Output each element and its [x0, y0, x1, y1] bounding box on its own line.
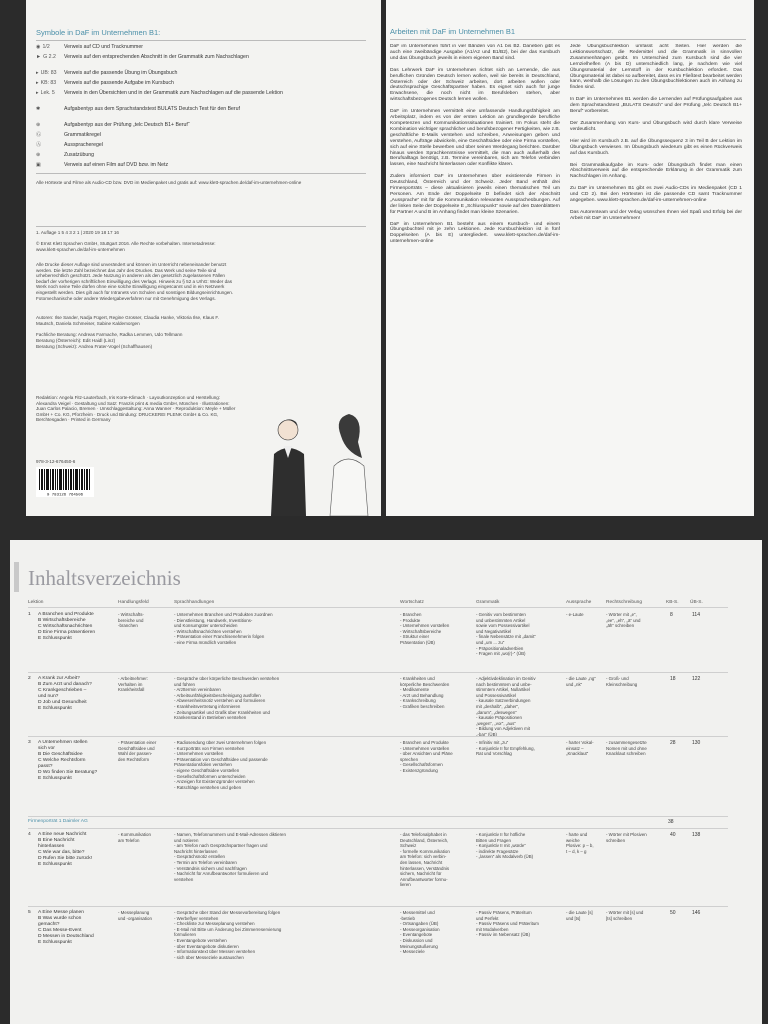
header-kb: KB-S.	[666, 600, 679, 605]
symbol-text: Verweis auf den entsprechenden Abschnitt in der Grammatik zum Nachschlagen	[64, 54, 249, 60]
intro-paragraph: Hier wird im Kursbuch z.B. auf die Übungssequenz 3 im Teil B der Lektion im Übungsbuch verwiesen. Im Übungsbuch wiederum gibt es einen Rückverweis auf das Kursbuch.	[570, 138, 742, 156]
fachliche-beratung: Fachliche Beratung: Andreas Farmache, Radka Lemmen, Udo Tellmann	[36, 332, 183, 337]
lesson-rechtschreibung: - Wörter mit „e“, „ee“, „eh“, „ä“ und „äh“ schreiben	[606, 612, 641, 629]
divider	[36, 173, 366, 174]
firmenportraet-label: Firmenporträt 1 Daimler AG	[28, 819, 88, 824]
copyright: © Ernst Klett Sprachen GmbH, Stuttgart 2016. Alle Rechte vorbehalten. Internetadresse: www.klett-sprachen.de/daf-im-unternehmen	[36, 241, 216, 252]
symbol-row	[36, 162, 366, 168]
link-icon: ▸ Lek. 5	[36, 90, 55, 96]
lesson-grammatik: - Adjektivdeklination im Genitiv nach bestimmtem und unbe- stimmtem Artikel, Nullartikel und Possessivartikel - kausale Satzverbindungen mit „deshalb“, „daher“, „darum“, „deswegen“ - kausale Präpositionen „wegen“, „vor“, „aus“ - Bildung von Adjektiven mit „-bar“ (ÜB)	[476, 676, 536, 737]
symbol-text: Verweis in den Übersichten und in der Grammatik zum Nachschlagen auf die passende Lektion	[64, 90, 283, 96]
symbol-code: G 2.2	[43, 54, 56, 60]
row-divider	[28, 672, 728, 673]
symbol-row	[36, 70, 366, 76]
symbol-text: Verweis auf die passende Übung im Übungsbuch	[64, 70, 178, 76]
symbol-row	[36, 152, 366, 158]
barcode-icon	[36, 467, 94, 497]
divider	[36, 226, 366, 227]
lesson-parts: A Krank zur Arbeit? B Zum Arzt und danach? C Krankgeschrieben – und nun? D Job und Gesundheit E Schlusspunkt	[38, 676, 92, 711]
symbol-text: Aufgabentyp aus dem Sprachstandstest BULATS Deutsch Test für den Beruf	[64, 106, 240, 112]
authors: Autoren: Ilse Sander, Nadja Fügert, Regine Grosser, Claudia Hanke, Viktoria Ilse, Klaus F. Mautsch, Daniela Schmeiser, Sabine Kaldemorgen	[36, 315, 219, 326]
symbol-code: 1/2	[42, 44, 50, 50]
row-divider	[28, 906, 728, 907]
lesson-number: 4	[28, 832, 31, 837]
lesson-handlungsfeld: - Wirtschafts- bereiche und -branchen	[118, 612, 144, 629]
intro-paragraph: Das Lehrwerk DaF im Unternehmen richtet sich an Lernende, die aus beruflichen Gründen Deutsch lernen wollen, weil sie bereits in Deutschland, Österreich oder der Schweiz arbeiten, dort arbeiten wollen oder deutschsprachige Geschäftspartner haben. Es eignet sich auch für junge Erwachsene, die noch nicht im Berufsleben stehen, aber wirtschaftsbezogenes Deutsch lernen wollen.	[390, 67, 560, 103]
symbols-heading: Symbole in DaF im Unternehmen B1:	[36, 28, 366, 41]
intro-paragraph: In DaF im Unternehmen B1 werden die Lernenden auf Prüfungsaufgaben aus dem Sprachstandstest „BULATS Deutsch“ und der Prüfung „telc Deutsch B1+ Beruf“ vorbereitet.	[570, 97, 742, 115]
lesson-rechtschreibung: - Wörter mit [s] und [ts] schreiben	[606, 910, 644, 921]
symbol-row	[36, 44, 366, 50]
intro-paragraph: DaF im Unternehmen B1 besteht aus einem Kursbuch- und einem Übungsbuchteil mit je zehn Lektionen. Jede Kursbuchlektion ist in fünf Doppelseiten (A bis E) untergliedert. www.klett-sprachen.de/daf-im-unternehmen-online	[390, 221, 560, 245]
lesson-parts: A Eine Messe planen B Was wurde schon gemacht? C Das Messe-Event D Messen in Deutschland E Schlusspunkt	[38, 910, 94, 945]
lesson-grammatik: - Genitiv vom bestimmten und unbestimmten Artikel sowie vom Possessivartikel und Negativartikel - finale Nebensätze mit „damit“ und „um ... zu“ - Präpositionaladverbien - Fragen mit „wo(r)-“ (ÜB)	[476, 612, 536, 657]
lesson-parts: A Unternehmen stellen sich vor B Die Geschäftsidee C Welche Rechtsform passt? D Wo finden Sie Beratung? E Schlusspunkt	[38, 740, 98, 781]
lesson-wortschatz: - Branchen - Produkte - Unternehmen vorstellen - Wirtschaftsbereiche - Struktur einer Präsentation (ÜB)	[400, 612, 450, 645]
lesson-wortschatz: - Messemittel und -betrieb - Ortsangaben (ÜB) - Messeorganisation - Eventangebote - Diskussion und Meinungsäußerung - Messeziele	[400, 910, 440, 955]
intro-paragraph: DaF im Unternehmen vermittelt eine umfassende Handlungsfähigkeit am Arbeitsplatz, indem es von der ersten Lektion an grundlegende berufliche Kompetenzen und Kommunikationssituationen trainiert. Im Fokus steht die Kombination wichtiger sprachlicher und berufsbezogener Fertigkeiten, wie z.B. geschäftliche E-Mails verstehen und schreiben, Anweisungen geben und verstehen, Aufträge abwickeln, eine Geschäftsidee oder eine Firma vorstellen, sich auf eine Stelle bewerben und über seinen Werdegang berichten. Darüber hinaus werden Sprachkenntnisse vermittelt, die man auch außerhalb des Berufsalltags benötigt, z.B. Termine vereinbaren, sich am Telefon verbinden lassen, eine Nachricht hinterlassen oder Konflikte klären.	[390, 109, 560, 168]
lesson-aussprache: - die Laute [s] und [ts]	[566, 910, 593, 921]
symbol-code: KB: 83	[40, 80, 57, 86]
lesson-sprachhandlungen: - Gespräche über körperliche Beschwerden verstehen und führen - Arzttermin vereinbaren - Arbeitsunfähigkeitsbescheinigung ausfüllen - Abwesenheitsnotiz verstehen und formulieren - Krankheitsvertretung informieren - Zeitungsartikel und Grafik über Krankheiten und Krankenstand in Betrieben verstehen	[174, 676, 280, 721]
symbol-text: Verweis auf einen Film auf DVD bzw. im Netz	[64, 162, 169, 168]
beratung-ch: Beratung (Schweiz): Andrea Frater-Vogel (Schaffhausen)	[36, 344, 153, 349]
symbol-row	[36, 142, 366, 148]
lesson-kb-page: 28	[670, 740, 676, 746]
credits: Redaktion: Angela Fitz-Lauterbach, Iris Korte-Klimach · Layoutkonzeption und Herstellung: Alexandra Veigel · Gestaltung und Satz: Franzis print & media GmbH, München · Illustrationen: Juan Carlos Palacio, Bremen · Umschlaggestaltung: Anna Wanner · Reproduktion: Meyle + Müller GmbH + Co. KG, Pforzheim · Druck und Bindung: DRUCKEREI PLENK GmbH & Co. KG, Berchtesgaden · Printed in Germany	[36, 395, 236, 423]
header-sprachhandlungen: Sprachhandlungen	[174, 600, 215, 605]
beratung-at: Beratung (Österreich): Edit Haidl (Linz)	[36, 338, 116, 343]
intro-paragraph: Der Zusammenhang von Kurs- und Übungsbuch wird durch klare Verweise verdeutlicht.	[570, 120, 742, 132]
lesson-handlungsfeld: - Arbeitnehmer: Verhalten im Krankheitsfall	[118, 676, 149, 693]
lesson-ub-page: 146	[692, 910, 701, 916]
lesson-rechtschreibung: - Groß- und Kleinschreibung	[606, 676, 638, 687]
lesson-aussprache: - die Laute „ng“ und „nk“	[566, 676, 596, 687]
lesson-number: 5	[28, 910, 31, 915]
lesson-number: 3	[28, 740, 31, 745]
ref-icon: ► G 2.2	[36, 54, 56, 60]
header-aussprache: Aussprache	[566, 600, 592, 605]
lesson-kb-page: 40	[670, 832, 676, 838]
intro-heading: Arbeiten mit DaF im Unternehmen B1	[390, 27, 746, 40]
people-illustration	[246, 396, 376, 516]
intro-paragraph: Das Autorenteam und der Verlag wünschen Ihnen viel Spaß und Erfolg bei der Arbeit mit DaF im Unternehmen!	[570, 209, 742, 221]
intro-column-left	[390, 44, 560, 510]
lesson-wortschatz: - das Telefonalphabet in Deutschland, Österreich, Schweiz - formelle Kommunikation am Telefon: sich verbin- den lassen, Nachricht hinterlassen, Verständnis sichern, Nachricht für Anrufbeantworter formu- lieren	[400, 832, 450, 888]
g-icon: Ⓖ	[36, 132, 42, 138]
intro-page	[386, 0, 754, 516]
symbol-row	[36, 90, 366, 96]
lesson-aussprache: - harte und weiche Plosive: p – b, t – d, k – g	[566, 832, 594, 854]
rights-text: Alle Drucke dieser Auflage sind unverändert und können im Unterricht nebeneinander benutzt werden. Die letzte Zahl bezeichnet das Jahr des Druckes. Das Werk und seine Teile sind urheberrechtlich geschützt. Jede Nutzung in anderen als den gesetzlich zugelassenen Fällen bedarf der vorherigen schriftlichen Einwilligung des Verlags. Hinweis zu § 52 a UrhG: Weder das Werk noch seine Teile dürfen ohne eine solche Einwilligung eingescannt und in ein Netzwerk eingestellt werden. Dies gilt auch für Intranets von Schulen und sonstigen Bildungseinrichtungen. Fotomechanische oder andere Wiedergabeverfahren nur mit Genehmigung des Verlags.	[36, 262, 234, 301]
lesson-kb-page: 8	[670, 612, 673, 618]
lesson-wortschatz: - Krankheiten und körperliche Beschwerden - Medikamente - Arzt und Behandlung - Krankschreibung - Grafiken beschreiben	[400, 676, 450, 709]
lesson-number: 2	[28, 676, 31, 681]
header-rule	[28, 607, 728, 608]
lesson-kb-page: 50	[670, 910, 676, 916]
lesson-handlungsfeld: - Präsentation einer Geschäftsidee und Wahl der passen- den Rechtsform	[118, 740, 157, 762]
isbn: 978-3-12-676450-6	[36, 459, 76, 464]
lesson-parts: A Branchen und Produkte B Wirtschaftsbereiche C Wirtschaftsnachrichten D Eine Firma präsentieren E Schlusspunkt	[38, 612, 96, 641]
intro-paragraph: Bei Grammatikaufgabe im Kurs- oder Übungsbuch findet man einen Abschnittsverweis auf die entsprechende Erklärung in der Grammatik zum Nachschlagen im Anhang.	[570, 162, 742, 180]
lesson-number: 1	[28, 612, 31, 617]
symbol-text: Verweis auf CD und Tracknummer	[64, 44, 143, 50]
lesson-wortschatz: - Branchen und Produkte - Unternehmen vorstellen - über Ansichten und Pläne sprechen - Gesellschaftsformen - Existenzgründung	[400, 740, 453, 773]
symbol-row	[36, 54, 366, 60]
star-icon: ✱	[36, 106, 41, 112]
imprint-page	[26, 0, 381, 516]
firmenportraet-page: 38	[668, 819, 674, 825]
lesson-ub-page: 122	[692, 676, 701, 682]
intro-column-right	[570, 44, 742, 510]
header-ub: ÜB-S.	[690, 600, 703, 605]
header-grammatik: Grammatik	[476, 600, 500, 605]
audio-note: Alle Hörtexte und Filme als Audio-CD bzw. DVD im Medienpaket und gratis auf: www.klett-sprachen.de/daf-im-unternehmen-online	[36, 180, 302, 185]
row-divider	[28, 736, 728, 737]
header-handlungsfeld: Handlungsfeld	[118, 600, 149, 605]
symbol-text: Verweis auf die passende Aufgabe im Kursbuch	[64, 80, 174, 86]
lesson-grammatik: - Infinitiv mit „zu“ - Konjunktiv II für Empfehlung, Rat und Vorschlag	[476, 740, 535, 757]
plus-icon: ⊕	[36, 152, 41, 158]
edition-line: 1. Auflage 1 5 4 3 2 1 | 2020 19 18 17 16	[36, 230, 119, 235]
divider	[28, 828, 728, 829]
lesson-sprachhandlungen: - Namen, Telefonnummern und E-Mail-Adressen diktieren und notieren - am Telefon nach Gesprächspartner fragen und Nachricht hinterlassen - Gesprächsnotiz erstellen - Termin am Telefon vereinbaren - Verständnis sichern und nachfragen - Nachricht für Anrufbeantworter formulieren und verstehen	[174, 832, 286, 882]
symbol-text: Grammatikregel	[64, 132, 101, 138]
lesson-handlungsfeld: - Messeplanung und -organisation	[118, 910, 152, 921]
lesson-aussprache: - e-Laute	[566, 612, 584, 617]
book-icon: ▸ KB: 83	[36, 80, 57, 86]
symbol-text: Aufgabentyp aus der Prüfung „telc Deutsch B1+ Beruf“	[64, 122, 190, 128]
title-accent-bar	[14, 562, 19, 592]
lesson-grammatik: - Konjunktiv II für höfliche Bitten und Fragen - Konjunktiv II mit „würde“ - indirekte Fragesätze - „lassen“ als Modalverb (ÜB)	[476, 832, 534, 860]
intro-paragraph: Jede Übungsbuchlektion umfasst acht Seiten. Hier werden die Lektionswortschatz, die Redemittel und die Grammatik in sinnvollen Zusammenhängen geübt. Im Unterschied zum Kursbuch sind die vier Lernzielhelfen (A bis D) unterschiedlich lang, je nachdem wie viel Übungsmaterial der Lernstoff in der Kursbuchlektion erfordert. Das Übungsmaterial ist dabei so aufbereitet, dass es im Fließtext bearbeitet werden kann, weshalb die Lösungen zu den Übungsbuchlektionen auch im Anhang zu finden sind.	[570, 44, 742, 91]
lesson-kb-page: 18	[670, 676, 676, 682]
symbol-row	[36, 80, 366, 86]
header-rechtschreibung: Rechtschreibung	[606, 600, 642, 605]
header-lektion: Lektion	[28, 600, 44, 605]
lesson-aussprache: - harter Vokal- einsatz – „Knacklaut“	[566, 740, 594, 757]
barcode-digits: 9 783126 764506	[46, 493, 84, 497]
symbol-code: Lek. 5	[40, 90, 55, 96]
symbol-text: Ausspracheregel	[64, 142, 103, 148]
divider	[28, 816, 728, 817]
lesson-handlungsfeld: - Kommunikation am Telefon	[118, 832, 151, 843]
lesson-rechtschreibung: - zusammengesetzte Nomen mit und ohne Knacklaut schreiben	[606, 740, 647, 757]
book-icon: ▸ UB: 83	[36, 70, 57, 76]
intro-paragraph: DaF im Unternehmen führt in vier Bänden von A1 bis B2. Daneben gibt es auch eine zweibändige Ausgabe (A1/A2 und B1/B2), bei der das Kursbuch und das Übungsbuch jeweils in einem eigenen Band sind.	[390, 44, 560, 61]
lesson-sprachhandlungen: - Radiosendung über zwei Unternehmen folgen - Kurzporträts von Firmen verstehen - Unternehmen vorstellen - Präsentation von Geschäftsidee und passende Präsentationsfolien verstehen - eigene Geschäftsidee vorstellen - Gesellschaftsformen unterscheiden - Anzeigen für Existenzgründer verstehen - Ratschläge verstehen und geben	[174, 740, 268, 790]
header-wortschatz: Wortschatz	[400, 600, 424, 605]
lesson-rechtschreibung: - Wörter mit Plosiven schreiben	[606, 832, 647, 843]
intro-paragraph: Zu DaF im Unternehmen B1 gibt es zwei Audio-CDs im Medienpaket (CD 1 und CD 2). Bei den Hörtexten ist die passende CD samt Tracknummer angegeben. www.klett-sprachen.de/daf-im-unternehmen-online	[570, 186, 742, 204]
symbol-row	[36, 122, 366, 128]
film-icon: ▣	[36, 162, 41, 168]
symbol-text: Zusatzübung	[64, 152, 94, 158]
lesson-ub-page: 130	[692, 740, 701, 746]
intro-paragraph: Zudem informiert DaF im Unternehmen über existierende Firmen in Deutschland, Österreich und der Schweiz. Jeder Band enthält drei Firmenporträts – diese aktualisieren jeweils einen thematischen Teil um Personen. Am Ende der Doppelseite D befindet sich der Abschnitt „Aussprache“ mit für die Kommunikation relevanten Ausspracheübungen. Auf der linken Seite der Doppelseite E „Schlusspunkt“ sowie auf den Datenblättern für Partner A und B im Anhang findet man kleine Szenarien.	[390, 174, 560, 215]
symbol-row	[36, 132, 366, 138]
toc-title: Inhaltsverzeichnis	[28, 566, 181, 590]
lesson-ub-page: 138	[692, 832, 701, 838]
lesson-ub-page: 114	[692, 612, 700, 618]
lesson-grammatik: - Passiv Präsens, Präteritum und Perfekt - Passiv Präsens und Präteritum mit Modalverben - Passiv im Nebensatz (ÜB)	[476, 910, 539, 938]
lesson-sprachhandlungen: - Unternehmen Branchen und Produkten zuordnen - Dienstleistung, Handwerk, Investitions- und Konsumgüter unterscheiden - Wirtschaftsnachrichten verstehen - Präsentation einer Franchisenehmerin folgen - eine Firma mündlich vorstellen	[174, 612, 273, 645]
target-icon: ⊕	[36, 122, 41, 128]
cd-icon: ◉ 1/2	[36, 44, 50, 50]
symbol-code: UB: 83	[40, 70, 57, 76]
lesson-sprachhandlungen: - Gespräche über Stand der Messevorbereitung folgen - Werbeflyer verstehen - Checkliste zur Messeplanung verstehen - E-Mail mit Bitte um Änderung bei Zimmerreservierung formulieren - Eventangebote verstehen - über Eventangebote diskutieren - Informationstext über Messen verstehen - sich über Messeziele austauschen	[174, 910, 282, 960]
symbol-row	[36, 106, 366, 112]
lesson-parts: A Eine neue Nachricht B Eine Nachricht hinterlassen C Wie war das, bitte? D Rufen Sie bitte zurück! E Schlusspunkt	[38, 832, 93, 867]
a-icon: Ⓐ	[36, 142, 42, 148]
